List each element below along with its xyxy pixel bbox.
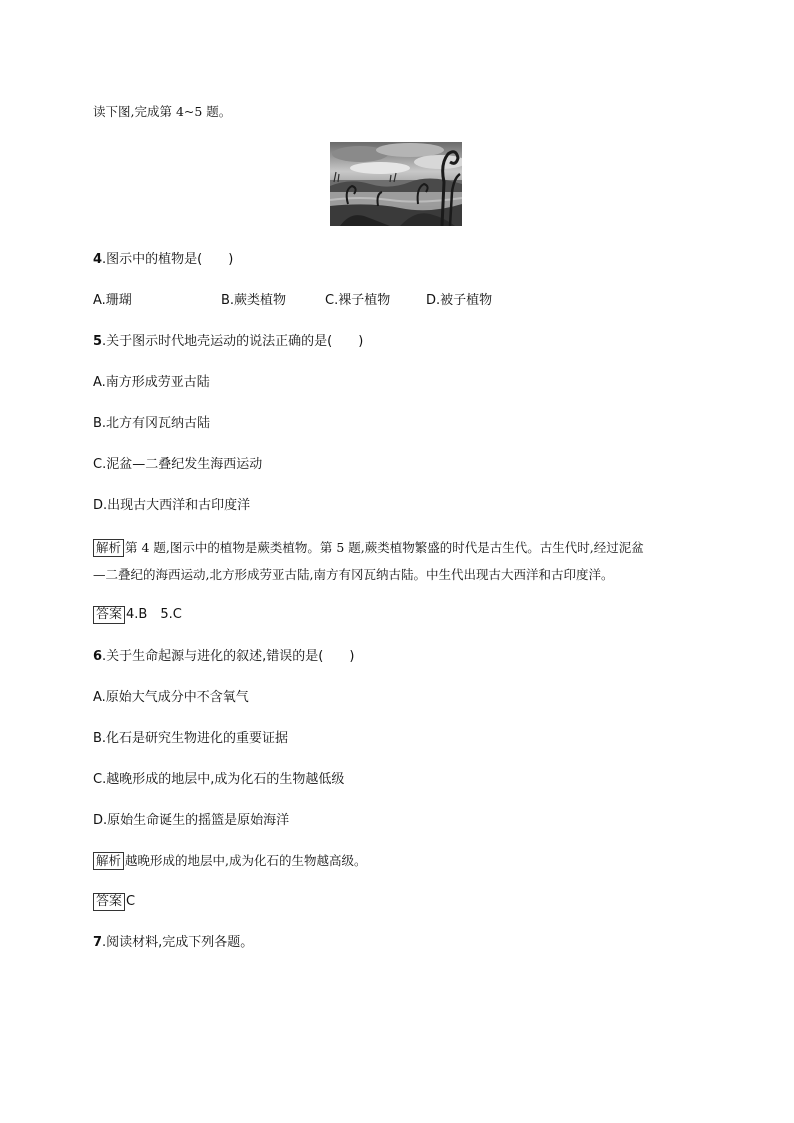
question-number: 7 xyxy=(93,935,103,950)
option-b: B.蕨类植物 xyxy=(221,293,287,308)
option-c: C.越晚形成的地层中,成为化石的生物越低级 xyxy=(93,772,345,787)
fern-landscape-illustration xyxy=(330,142,462,226)
intro-text: 读下图,完成第 4~5 题。 xyxy=(93,104,232,119)
answer-label: 答案 xyxy=(93,606,125,624)
analysis-line xyxy=(93,852,367,870)
option-c: C.泥盆—二叠纪发生海西运动 xyxy=(93,457,263,472)
question-6 xyxy=(93,648,354,666)
option-a: A.南方形成劳亚古陆 xyxy=(93,375,210,390)
analysis-label: 解析 xyxy=(93,852,124,870)
option-c: C.裸子植物 xyxy=(325,293,391,308)
question-number: 4 xyxy=(93,252,103,267)
answer-line xyxy=(93,893,135,911)
question-stem: .图示中的植物是( ) xyxy=(102,252,234,267)
analysis-label: 解析 xyxy=(93,539,124,557)
analysis-text: 第 4 题,图示中的植物是蕨类植物。第 5 题,蕨类植物繁盛的时代是古生代。古生代时,经过泥盆 xyxy=(125,540,644,555)
option-d: D.出现古大西洋和古印度洋 xyxy=(93,498,251,513)
analysis-text: 越晚形成的地层中,成为化石的生物越高级。 xyxy=(125,853,367,868)
option-b: B.化石是研究生物进化的重要证据 xyxy=(93,731,289,746)
question-5 xyxy=(93,333,363,351)
option-b: B.北方有冈瓦纳古陆 xyxy=(93,416,211,431)
analysis-line-1 xyxy=(93,539,644,557)
answer-label: 答案 xyxy=(93,893,125,911)
question-7 xyxy=(93,934,253,952)
question-4 xyxy=(93,251,233,269)
answer-line xyxy=(93,606,182,624)
question-4-options xyxy=(93,292,492,310)
option-d: D.被子植物 xyxy=(426,293,493,308)
question-stem: .关于生命起源与进化的叙述,错误的是( ) xyxy=(102,649,355,664)
answer-text: C xyxy=(126,894,136,909)
option-a: A.原始大气成分中不含氧气 xyxy=(93,690,249,705)
option-a: A.珊瑚 xyxy=(93,293,132,308)
answer-text: 4.B 5.C xyxy=(126,607,182,622)
analysis-line-2: —二叠纪的海西运动,北方形成劳亚古陆,南方有冈瓦纳古陆。中生代出现古大西洋和古印度洋。 xyxy=(93,567,614,582)
question-stem: .阅读材料,完成下列各题。 xyxy=(102,935,254,950)
question-number: 5 xyxy=(93,334,103,349)
question-stem: .关于图示时代地壳运动的说法正确的是( ) xyxy=(102,334,364,349)
option-d: D.原始生命诞生的摇篮是原始海洋 xyxy=(93,813,290,828)
question-number: 6 xyxy=(93,649,103,664)
